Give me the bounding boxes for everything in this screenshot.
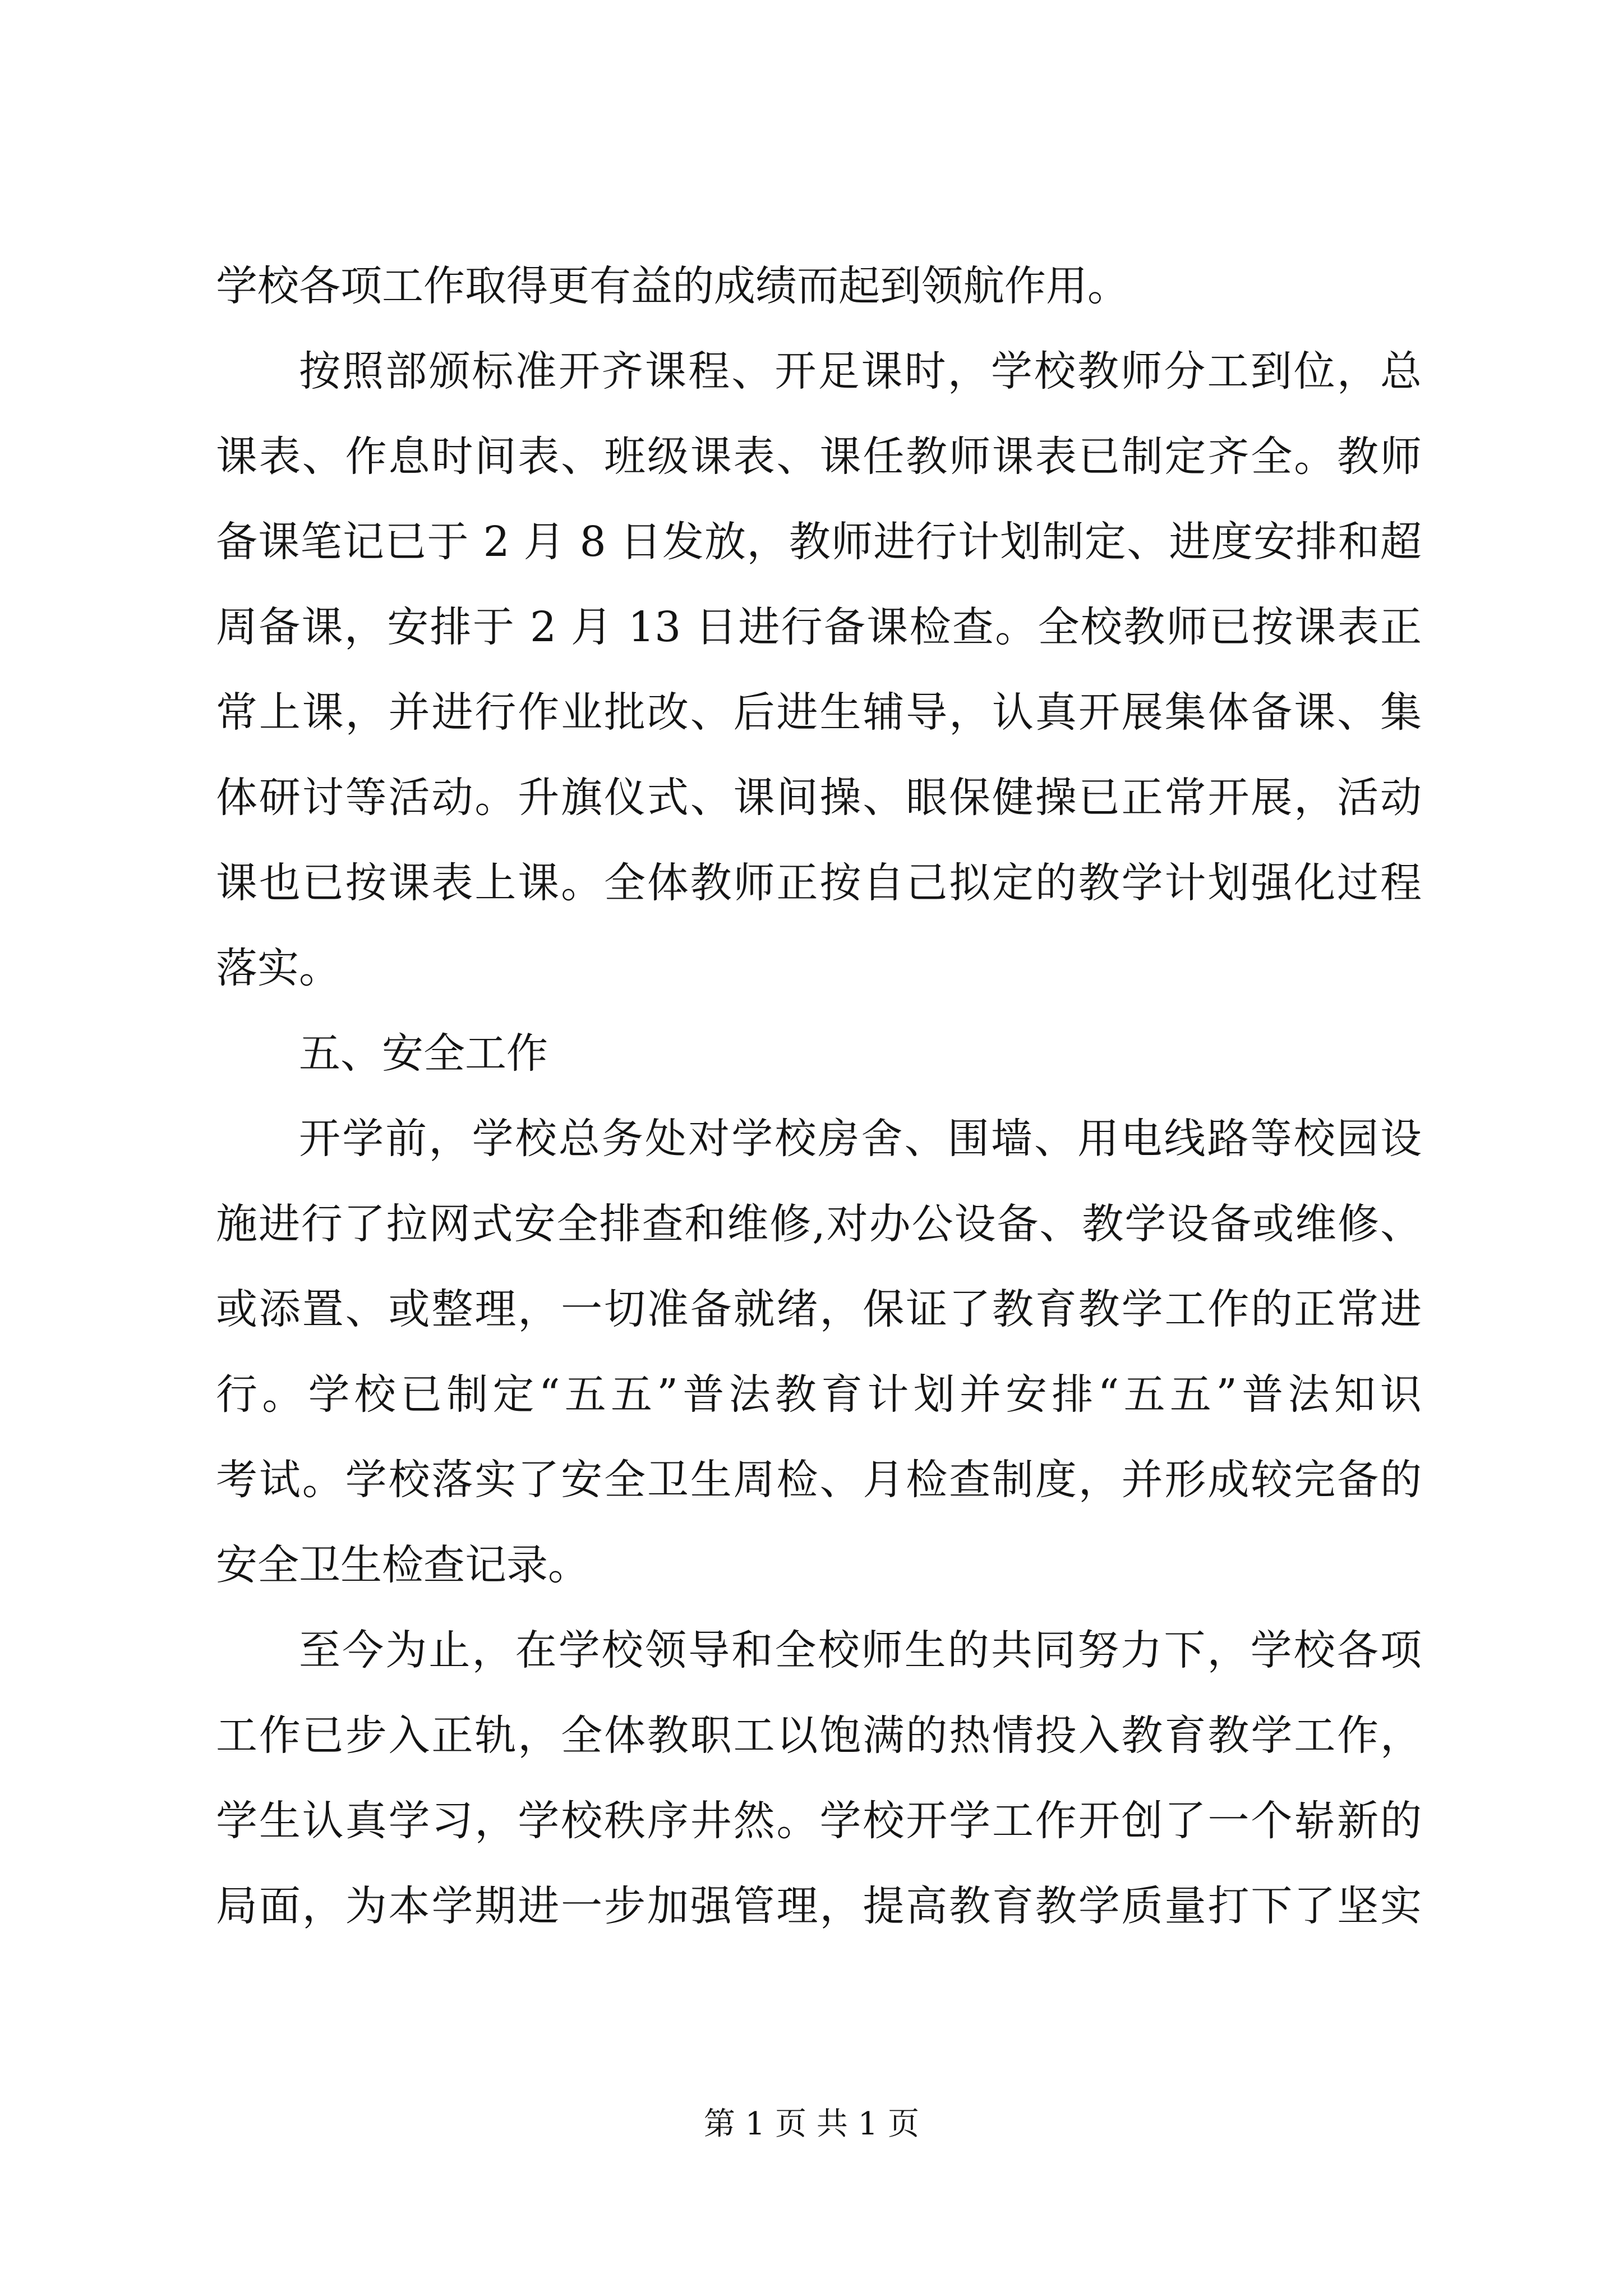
text-line: 常上课，并进行作业批改、后进生辅导，认真开展集体备课、集 <box>216 688 1422 737</box>
text-line: 周备课，安排于 2 月 13 日进行备课检查。全校教师已按课表正 <box>216 603 1422 651</box>
text-line: 学生认真学习，学校秩序井然。学校开学工作开创了一个崭新的 <box>216 1797 1422 1845</box>
text-line: 落实。 <box>216 944 340 992</box>
text-line: 备课笔记已于 2 月 8 日发放，教师进行计划制定、进度安排和超 <box>216 518 1422 566</box>
text-line: 行。学校已制定“五五”普法教育计划并安排“五五”普法知识 <box>216 1370 1422 1419</box>
section-heading: 五、安全工作 <box>299 1029 548 1078</box>
text-line: 课表、作息时间表、班级课表、课任教师课表已制定齐全。教师 <box>216 432 1422 481</box>
paragraph-first-line: 按照部颁标准开齐课程、开足课时，学校教师分工到位，总 <box>299 347 1422 395</box>
text-line: 施进行了拉网式安全排查和维修,对办公设备、教学设备或维修、 <box>216 1200 1422 1248</box>
text-line: 考试。学校落实了安全卫生周检、月检查制度，并形成较完备的 <box>216 1456 1422 1504</box>
text-line: 体研讨等活动。升旗仪式、课间操、眼保健操已正常开展，活动 <box>216 774 1422 822</box>
paragraph-first-line: 开学前，学校总务处对学校房舍、围墙、用电线路等校园设 <box>299 1115 1422 1163</box>
text-line: 安全卫生检查记录。 <box>216 1541 589 1589</box>
text-line: 工作已步入正轨，全体教职工以饱满的热情投入教育教学工作， <box>216 1711 1422 1760</box>
text-line: 学校各项工作取得更有益的成绩而起到领航作用。 <box>216 262 1129 310</box>
text-line: 局面，为本学期进一步加强管理，提高教育教学质量打下了坚实 <box>216 1882 1422 1930</box>
text-line: 或添置、或整理，一切准备就绪，保证了教育教学工作的正常进 <box>216 1285 1422 1333</box>
paragraph-first-line: 至今为止，在学校领导和全校师生的共同努力下，学校各项 <box>299 1626 1422 1674</box>
page-number-footer: 第 1 页 共 1 页 <box>703 2106 920 2142</box>
text-line: 课也已按课表上课。全体教师正按自己拟定的教学计划强化过程 <box>216 859 1422 907</box>
